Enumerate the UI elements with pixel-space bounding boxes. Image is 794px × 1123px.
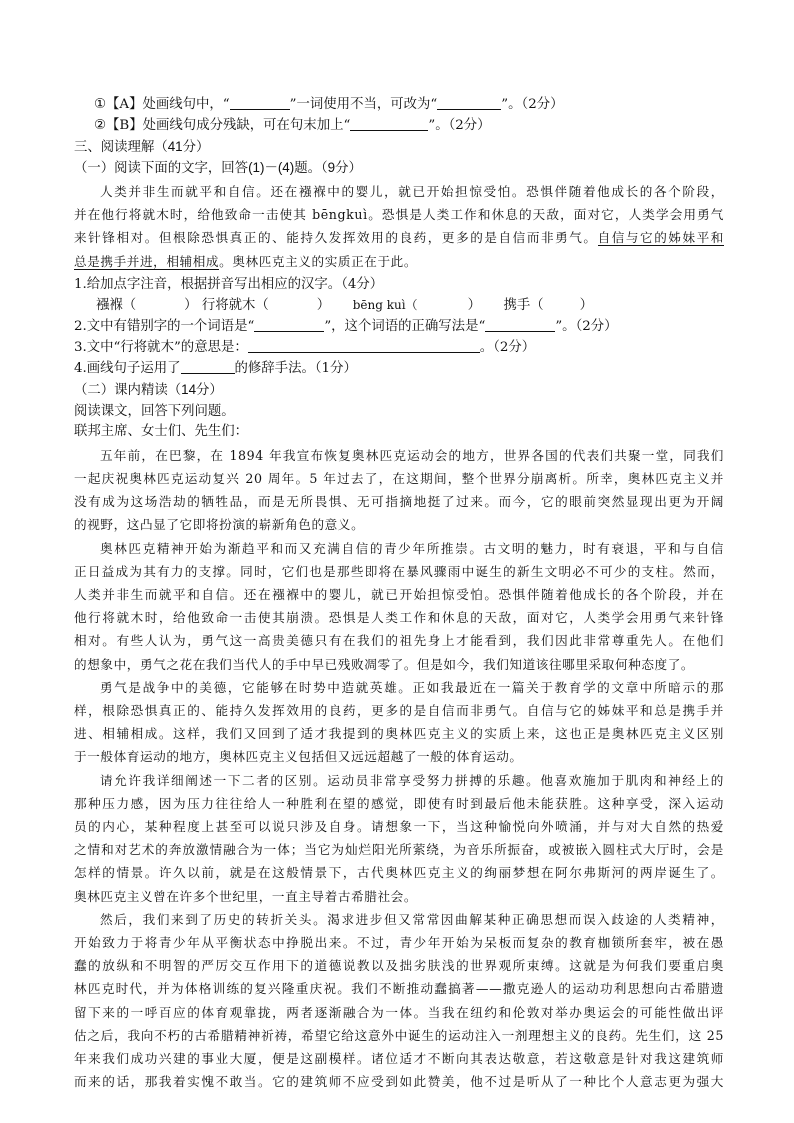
- speech-passage: [74, 444, 724, 1094]
- underlined-sentence: 总是携手并进，相辅相成: [74, 253, 220, 269]
- speech-line: 勇气是战争中的美德，它能够在时势中造就英雄。正如我最近在一篇关于教育学的文章中所暗示的那: [100, 679, 724, 695]
- speech-paragraph: [74, 676, 724, 769]
- part-2-title: （二）课内精读（14分）: [74, 381, 223, 397]
- word-item: bēng kuì（: [352, 297, 418, 312]
- question-text: ”。（2分）: [501, 97, 564, 112]
- word-item: ）: [467, 297, 481, 313]
- speech-paragraph: [74, 908, 724, 1094]
- question-1: [74, 94, 724, 115]
- word-item: ）: [184, 297, 198, 313]
- speech-line: 五年前，在巴黎，在 1894 年我宣布恢复奥林匹克运动会的地方，世界各国的代表们共聚一堂，同我们: [100, 447, 724, 463]
- word-item: ）: [579, 297, 594, 313]
- passage-text: 来针锋相对。但根除恐惧真正的、能持久发挥效用的良药，更多的是自信而非勇气。: [74, 230, 598, 246]
- question-text: 4.画线句子运用了: [74, 360, 181, 376]
- speech-salutation: 联邦主席、女士们、先生们：: [74, 423, 249, 439]
- question-text: ”。（2分）: [555, 318, 618, 334]
- answer-blank[interactable]: [254, 318, 324, 332]
- question-4-prompt: [74, 358, 724, 379]
- answer-blank[interactable]: [350, 117, 428, 131]
- question-text: 2.文中有错别字的一个词语是“: [74, 318, 255, 334]
- speech-line: 奥林匹克主义曾在许多个世纪里，一直主导着古希腊社会。: [74, 888, 418, 904]
- speech-line: 的视野，这凸显了它即将扮演的崭新角色的意义。: [74, 517, 365, 533]
- speech-line: 怎样的情景。许久以前，就是在这般情景下，古代奥林匹克主义的绚丽梦想在阿尔弗斯河的两岸诞生了。: [74, 865, 724, 881]
- passage-text: 。奥林匹克主义的实质正在于此。: [219, 253, 418, 269]
- speech-line: 相对。有些人认为，勇气这一高贵美德只有在我们的祖先身上才能看到，我们因此非常尊重先人。在他们: [74, 633, 724, 649]
- speech-line: 奥林匹克精神开始为渐趋平和而又充满自信的青少年所推崇。古文明的魅力，时有衰退，平和与自信: [100, 540, 724, 556]
- speech-line: 那种压力感，因为压力往往给人一种胜利在望的感觉，即使有时到最后他未能获胜。这种享受，深入运动: [74, 795, 724, 811]
- speech-line: 年来我们成功兴建的事业大厦，便是这副模样。诸位适才不断向其表达敬意，若这敬意是针对我这建筑师: [74, 1051, 724, 1067]
- speech-line: 开始致力于将青少年从平衡状态中挣脱出来。不过，青少年开始为呆板而复杂的教育枷锁所套牢，被在愚: [74, 935, 724, 951]
- question-text: ②【B】处画线句成分残缺，可在句末加上“: [94, 118, 351, 133]
- question-text: ①【A】处画线句中，“: [94, 97, 230, 112]
- passage-line: [74, 250, 724, 273]
- speech-line: 而来的话，那我着实愧不敢当。它的建筑师不应受到如此赞美，他不过是听从了一种比个人意志更为强大: [74, 1074, 724, 1090]
- document-page: [74, 94, 724, 1094]
- passage-line: 并在他行将就木时，给他致命一击使其 bēngkuì。恐惧是人类工作和休息的天敌，面对它，人类学会用勇气: [74, 207, 724, 223]
- speech-line: 留下来的一呼百应的体育观靠拢，两者逐渐融合为一体。当我在纽约和伦敦对举办奥运会的可能性做出评: [74, 1004, 724, 1020]
- part-2-instruction: 阅读课文，回答下列问题。: [74, 402, 235, 418]
- speech-line: 的想象中，勇气之花在我们当代人的手中早已残败凋零了。但是如今，我们知道该往哪里采取何种态度了。: [74, 656, 695, 672]
- speech-line: 于一般体育运动的地方，奥林匹克主义包括但又远远超越了一般的体育运动。: [74, 749, 523, 765]
- speech-paragraph: [74, 537, 724, 676]
- speech-line: 他行将就木时，给他致命一击使其崩溃。恐惧是人类工作和休息的天敌，面对它，人类学会用勇气来针锋: [74, 610, 724, 626]
- answer-blank[interactable]: [181, 360, 235, 374]
- speech-line: 进、相辅相成。这样，我们又回到了适才我提到的奥林匹克主义的实质上来，这也正是奥林匹克主义区别: [74, 726, 724, 742]
- speech-paragraph: [74, 444, 724, 537]
- speech-line: 人类并非生而就平和自信。还在襁褓中的婴儿，就已开始担惊受怕。恐惧伴随着他成长的各个阶段，并在: [74, 587, 724, 603]
- question-text: 。（2分）: [479, 339, 536, 355]
- question-2: [74, 115, 724, 136]
- speech-line: 然后，我们来到了历史的转折关头。渴求进步但又常常因曲解某种正确思想而误入歧途的人类精神，: [100, 911, 724, 927]
- speech-line: 样，根除恐惧真正的、能持久发挥效用的良药，更多的是自信而非勇气。自信与它的姊妹平和总是携手并: [74, 703, 724, 719]
- passage-1: [74, 180, 724, 273]
- speech-line: 正日益成为其有力的支撑。同时，它们也是那些即将在暴风骤雨中诞生的新生文明必不可少的支柱。然而，: [74, 563, 724, 579]
- section-3-title: 三、阅读理解（41分）: [74, 139, 210, 154]
- answer-blank[interactable]: [437, 96, 501, 110]
- speech-line: 员的内心，某种程度上甚至可以说只涉及自身。请想象一下，当这种愉悦向外喷涌，并与对大自然的热爱: [74, 819, 724, 835]
- speech-line: 请允许我详细阐述一下二者的区别。运动员非常享受努力拼搏的乐趣。他喜欢施加于肌肉和神经上的: [100, 772, 724, 788]
- word-item: ）: [316, 297, 331, 313]
- question-2-prompt: [74, 316, 724, 337]
- question-text: 3.文中“行将就木”的意思是：: [74, 339, 248, 355]
- passage-line: 人类并非生而就平和自信。还在襁褓中的婴儿，就已开始担惊受怕。恐惧伴随着他成长的各个阶段，: [100, 184, 724, 199]
- question-1-prompt: 1.给加点字注音，根据拼音写出相应的汉字。（4分）: [74, 276, 384, 292]
- word-item: 行将就木（: [201, 297, 269, 313]
- passage-line: [74, 226, 724, 249]
- speech-line: 之情和对艺术的奔放激情融合为一体；当它为灿烂阳光所萦绕，为音乐所振奋，或被嵌入圆柱式大厅时，会是: [74, 842, 724, 858]
- speech-line: 一起庆祝奥林匹克运动复兴 20 周年。5 年过去了，在这期间，整个世界分崩离析。所幸，奥林匹克主义并: [74, 471, 724, 487]
- part-1-title: （一）阅读下面的文字，回答(1)－(4)题。（9分）: [74, 160, 362, 175]
- word-item: 携手（: [503, 297, 544, 313]
- speech-line: 蠢的放纵和不明智的严厉交互作用下的道德说教以及拙劣肤浅的世界观所束缚。这就是为何我们要重启奥: [74, 958, 724, 974]
- question-text: 的修辞手法。（1分）: [234, 360, 357, 376]
- speech-line: 估之后，我向不朽的古希腊精神祈祷，希望它给这意外中诞生的运动注入一剂理想主义的良药。先生们，这 25: [74, 1027, 724, 1043]
- answer-blank[interactable]: [248, 339, 480, 353]
- answer-blank[interactable]: [485, 318, 555, 332]
- speech-line: 林匹克时代，并为体格训练的复兴隆重庆祝。我们不断推动蠢搞著——撒克逊人的运动功利思想向古希腊遗: [74, 981, 724, 997]
- question-text: ”一词使用不当，可改为“: [289, 97, 438, 112]
- speech-line: 没有成为这场浩劫的牺牲品，而是无所畏惧、无可指摘地挺了过来。而今，它的眼前突然显现出更为开阔: [74, 494, 724, 510]
- question-3-prompt: [74, 337, 724, 358]
- underlined-sentence: 自信与它的姊妹平和: [597, 230, 724, 246]
- speech-paragraph: [74, 769, 724, 908]
- answer-blank[interactable]: [230, 96, 290, 110]
- question-1-items: [74, 295, 724, 316]
- word-item: 襁褓（: [96, 297, 137, 313]
- question-text: ”，这个词语的正确写法是“: [324, 318, 486, 334]
- question-text: ”。（2分）: [428, 118, 491, 133]
